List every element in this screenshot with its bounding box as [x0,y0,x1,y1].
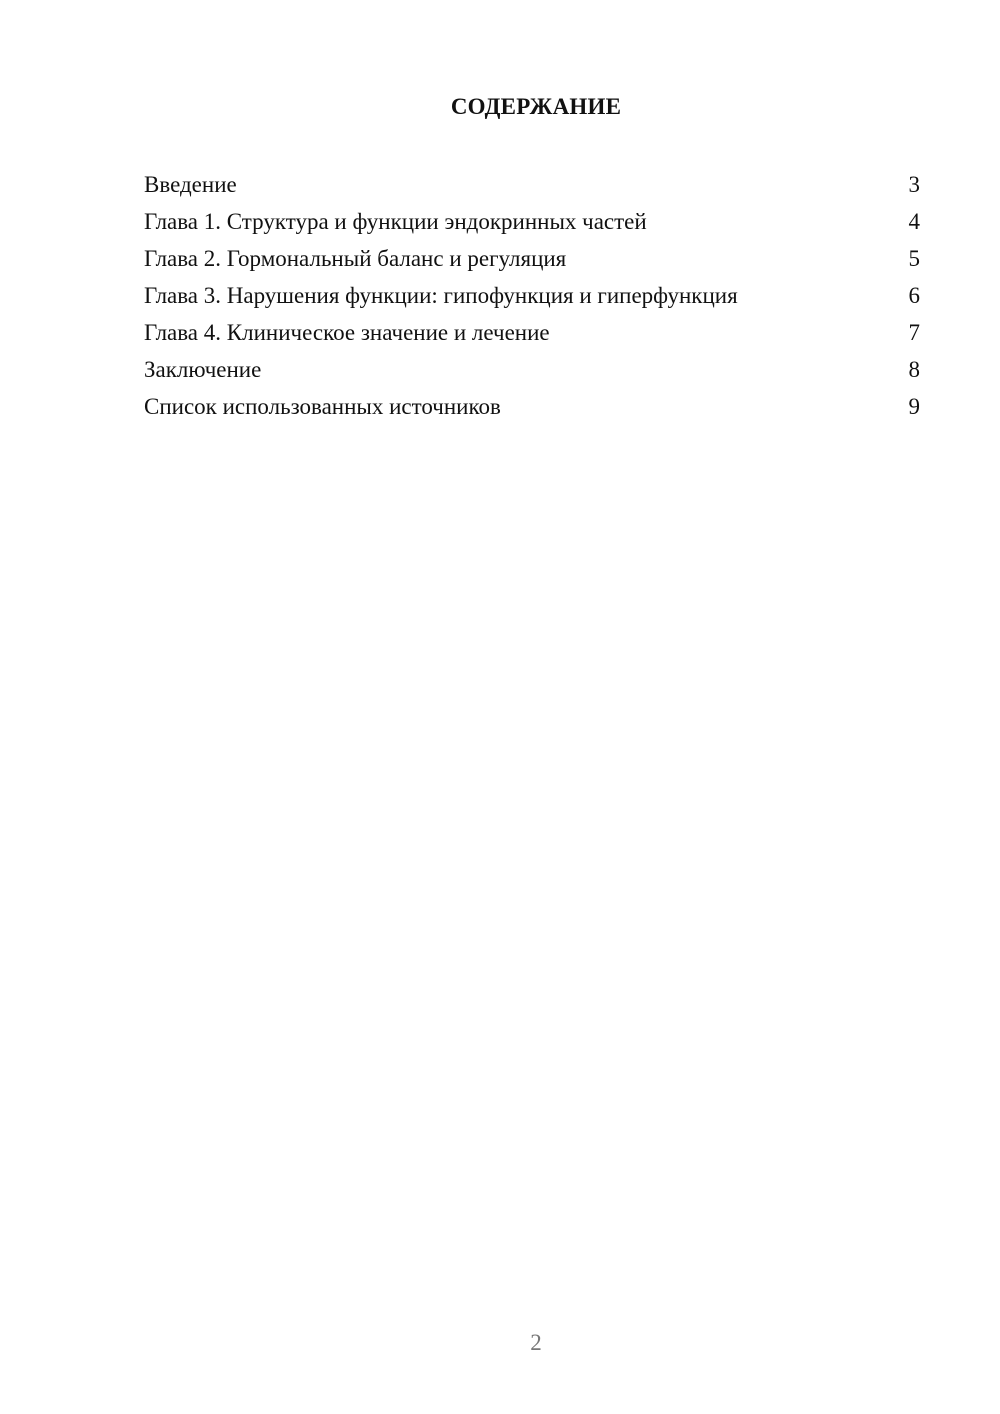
toc-entry-page: 9 [908,394,920,419]
toc-entry-label: Глава 3. Нарушения функции: гипофункция и гиперфункция [144,283,738,308]
toc-entry-page: 4 [908,209,920,234]
toc-entry-page: 5 [908,246,920,271]
toc-entry-label: Глава 2. Гормональный баланс и регуляция [144,246,567,271]
toc-entry-chapter-2 [144,240,920,277]
toc-entry-label: Глава 1. Структура и функции эндокринных частей [144,209,647,234]
toc-entry-label: Заключение [144,357,262,382]
toc-entry-page: 6 [908,283,920,308]
toc-title: СОДЕРЖАНИЕ [450,94,622,119]
toc-entry-chapter-1 [144,203,920,240]
toc-entry-page: 3 [908,172,920,197]
toc-entry-page: 8 [908,357,920,382]
toc-entry-label: Введение [144,172,237,197]
toc-entry-label: Список использованных источников [144,394,501,419]
toc-entry-introduction [144,166,920,203]
page-number: 2 [530,1330,542,1355]
toc-entry-conclusion [144,351,920,388]
toc-entry-label: Глава 4. Клиническое значение и лечение [144,320,550,345]
toc-entry-page: 7 [908,320,920,345]
toc-entry-chapter-3 [144,277,920,314]
toc-entry-references [144,388,920,425]
toc-entry-chapter-4 [144,314,920,351]
table-of-contents [144,166,920,425]
